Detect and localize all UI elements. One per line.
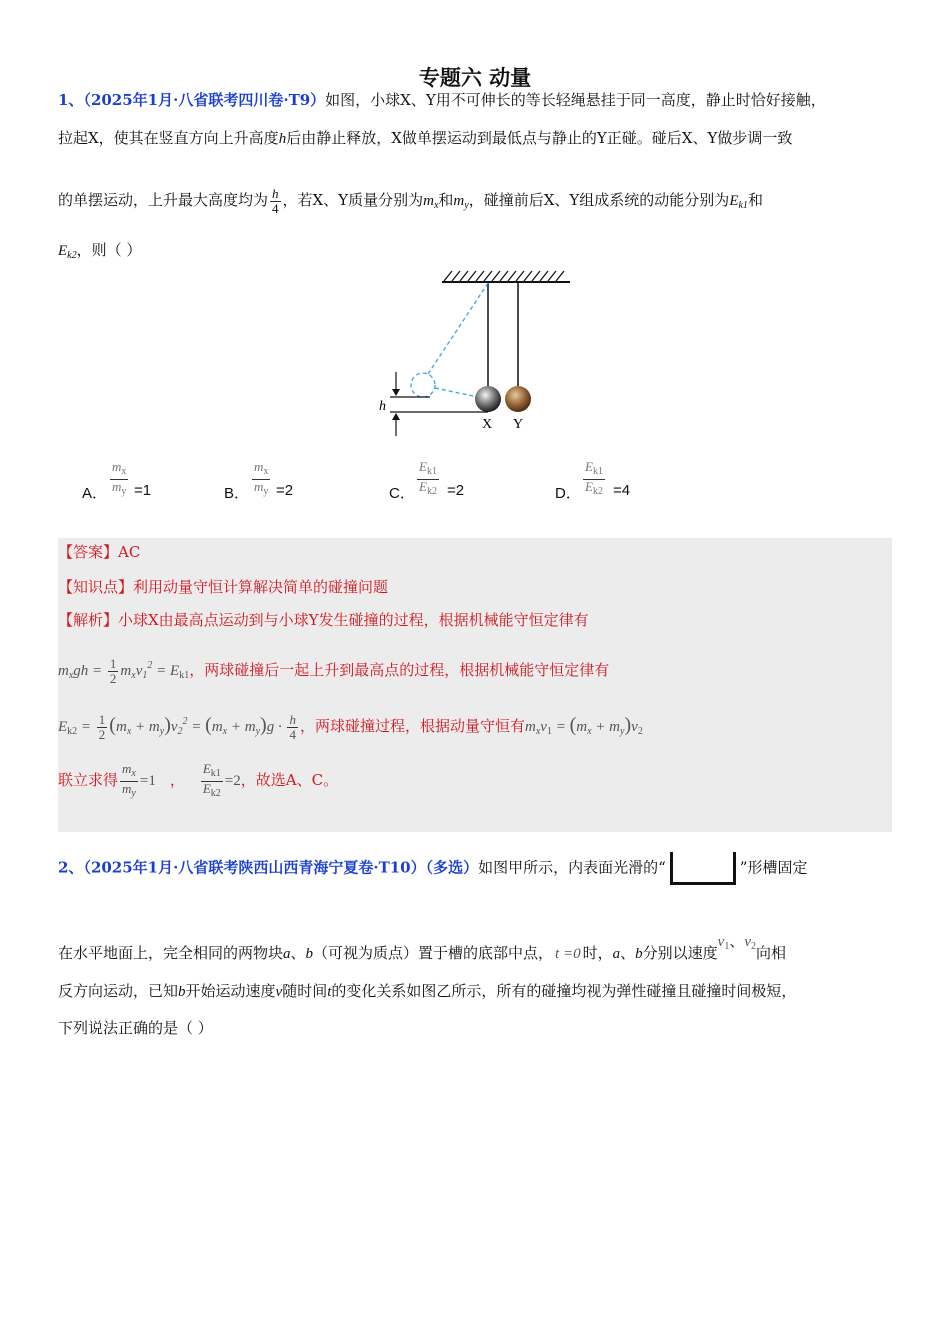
result-suffix: ，故选A、C。 [240,771,339,789]
option-a-den-sub: y [121,486,127,497]
q2-text-1b: ”形槽固定 [739,858,808,877]
option-b-value: =2 [276,482,294,499]
option-c[interactable] [389,460,509,510]
var-my-sub: y [464,200,469,211]
var-v: v [275,984,283,1000]
result-eq-1: $\frac{m_x}{m_y}$ =1 [122,761,156,800]
v1-sub: 1 [724,941,730,952]
q1-text-3b: ，若X、Y质量分别为 [282,191,424,209]
q2-line3 [58,981,796,1002]
q1-text-1: 如图，小球X、Y用不可伸长的等长轻绳悬挂于同一高度，静止时恰好接触， [325,91,826,109]
v2-sub: 2 [751,941,756,952]
q2-text-2c: 时， [582,944,613,962]
result-comma: ， [169,771,185,789]
var-mx-sub: x [433,200,439,211]
option-b-fraction [252,460,270,499]
equation-1-line [58,646,609,696]
q1-text-4: ，则（ ） [76,241,142,259]
var-v2 [744,934,756,950]
q2-text-2d: 分别以速度 [642,944,718,962]
q1-text-3d: 和 [747,191,763,209]
var-ek2: E [58,243,68,259]
result-prefix: 联立求得 [58,771,119,789]
var-t: t [327,984,332,1000]
equation-1-text: ，两球碰撞后一起上升到最高点的过程，根据机械能守恒定律有 [189,661,610,679]
knowledge-label: 【知识点】利用动量守恒计算解决简单的碰撞问题 [58,578,389,596]
q2-line2 [58,926,786,969]
q2-line4: 下列说法正确的是（ ） [58,1019,213,1037]
option-c-label: C． [389,485,415,502]
equation-2: $E_{k2}$ = $\frac{1}{2}$ $(m_x + m_y)v_2^2 = (m_x + m_y)g$ · $\frac{h}{4}$ [58,712,296,743]
v1: v [717,934,725,950]
equation-1: $m_xgh$ = $\frac{1}{2}$ $m_xv_1^2 = E_{k1}$ [58,656,190,687]
label-y: Y [513,417,524,432]
var-a: a [283,946,291,962]
var-ek1-sub: k1 [738,200,748,211]
option-a-label: A． [82,485,108,502]
t-zero: t =0 [555,946,581,962]
option-a-value: =1 [134,482,152,499]
q1-line3 [58,180,763,226]
q1-line2 [58,128,792,149]
option-c-num-sub: k1 [426,466,437,477]
height-marker [390,372,488,436]
var-v1 [718,934,730,950]
frac-den: 4 [272,200,279,216]
result-eq-2: $\frac{E_{k1}}{E_{k2}}$ =2 [202,761,241,800]
option-d-label: D． [555,485,581,502]
q2-text-2a: 在水平地面上，完全相同的两物块 [58,944,284,962]
q1-text-3c: ，碰撞前后X、Y组成系统的动能分别为 [468,191,730,209]
q1-var-h: h [278,131,287,147]
raised-string [428,283,488,374]
q2-text-3b: 开始运动速度 [185,982,276,1000]
var-b: b [305,946,314,962]
analysis-label: 【解析】小球X由最高点运动到与小球Y发生碰撞的过程，根据机械能守恒定律有 [58,611,589,629]
momentum-equation: $m_xv_1 = (m_x + m_y)v_2$ [524,714,643,737]
var-a-2: a [612,946,621,962]
ball-y [505,386,531,412]
pendulum-figure [370,262,580,437]
q1-number: 1、 [58,91,84,109]
option-d[interactable] [555,460,675,510]
option-d-num-sub: k1 [592,466,603,477]
answer-label: 【答案】AC [58,543,141,561]
var-b-2: b [635,946,643,962]
var-mx: m [423,193,434,209]
var-ek2-sub: k2 [67,250,77,261]
option-d-den: E [585,479,593,494]
ceiling [442,271,570,282]
q2-text-3c: 随时间 [282,982,328,1000]
q2-text-3a: 反方向运动，已知 [58,982,179,1000]
equation-2-line [58,702,643,752]
q2-line1 [58,852,807,885]
option-c-den-sub: k2 [426,486,437,497]
raised-ball-x [411,373,435,397]
var-my: m [453,193,465,209]
label-h: h [379,399,386,414]
var-b-3: b [178,984,186,1000]
option-b-num: m [254,459,264,474]
v2: v [744,934,751,950]
option-b[interactable] [224,460,344,510]
option-a-num: m [112,459,122,474]
ball-x [475,386,501,412]
option-d-value: =4 [613,482,631,499]
var-ek1: E [729,193,739,209]
option-c-value: =2 [447,482,465,499]
option-a-num-sub: x [121,466,127,477]
q1-text-and: 和 [438,191,454,209]
q2-number: 2、 [58,858,84,877]
option-a-fraction [110,460,128,499]
q2-sep-2: 、 [620,944,636,962]
label-x: X [482,417,493,432]
option-b-label: B． [224,485,250,502]
page-title: 专题六 动量 [418,65,532,90]
arc-path [435,388,478,397]
q1-line1 [58,90,826,110]
q2-text-1a: 如图甲所示，内表面光滑的“ [478,858,666,877]
q2-text-3d: 的变化关系如图乙所示，所有的碰撞均视为弹性碰撞且碰撞时间极短， [331,982,797,1000]
h-over-4-fraction [270,187,281,216]
option-b-den-sub: y [263,486,269,497]
option-d-num: E [585,459,593,474]
option-a[interactable] [82,460,202,510]
option-b-den: m [254,479,264,494]
q2-sep-1: 、 [290,944,306,962]
option-c-num: E [419,459,427,474]
option-c-den: E [419,479,427,494]
q1-text-2a: 拉起X，使其在竖直方向上升高度 [58,129,279,147]
option-c-fraction [417,460,439,499]
option-d-den-sub: k2 [592,486,603,497]
option-a-den: m [112,479,122,494]
q2-sep-3: 、 [729,932,745,950]
q1-line4 [58,240,141,266]
q2-text-2e: 向相 [756,944,787,962]
frac-num: h [272,185,279,201]
q1-text-2b: 后由静止释放，X做单摆运动到最低点与静止的Y正碰。碰后X、Y做步调一致 [286,129,793,147]
u-groove-icon [670,852,736,885]
result-line [58,760,338,801]
q2-source: （2025年1月·八省联考陕西山西青海宁夏卷·T10）（多选） [83,858,479,877]
equation-2-text: ，两球碰撞过程，根据动量守恒有 [299,717,525,735]
option-d-fraction [583,460,605,499]
q1-source: （2025年1月·八省联考四川卷·T9） [83,91,326,109]
q1-text-3a: 的单摆运动，上升最大高度均为 [58,191,269,209]
option-b-num-sub: x [263,466,269,477]
q2-text-2b: （可视为质点）置于槽的底部中点， [313,944,554,962]
